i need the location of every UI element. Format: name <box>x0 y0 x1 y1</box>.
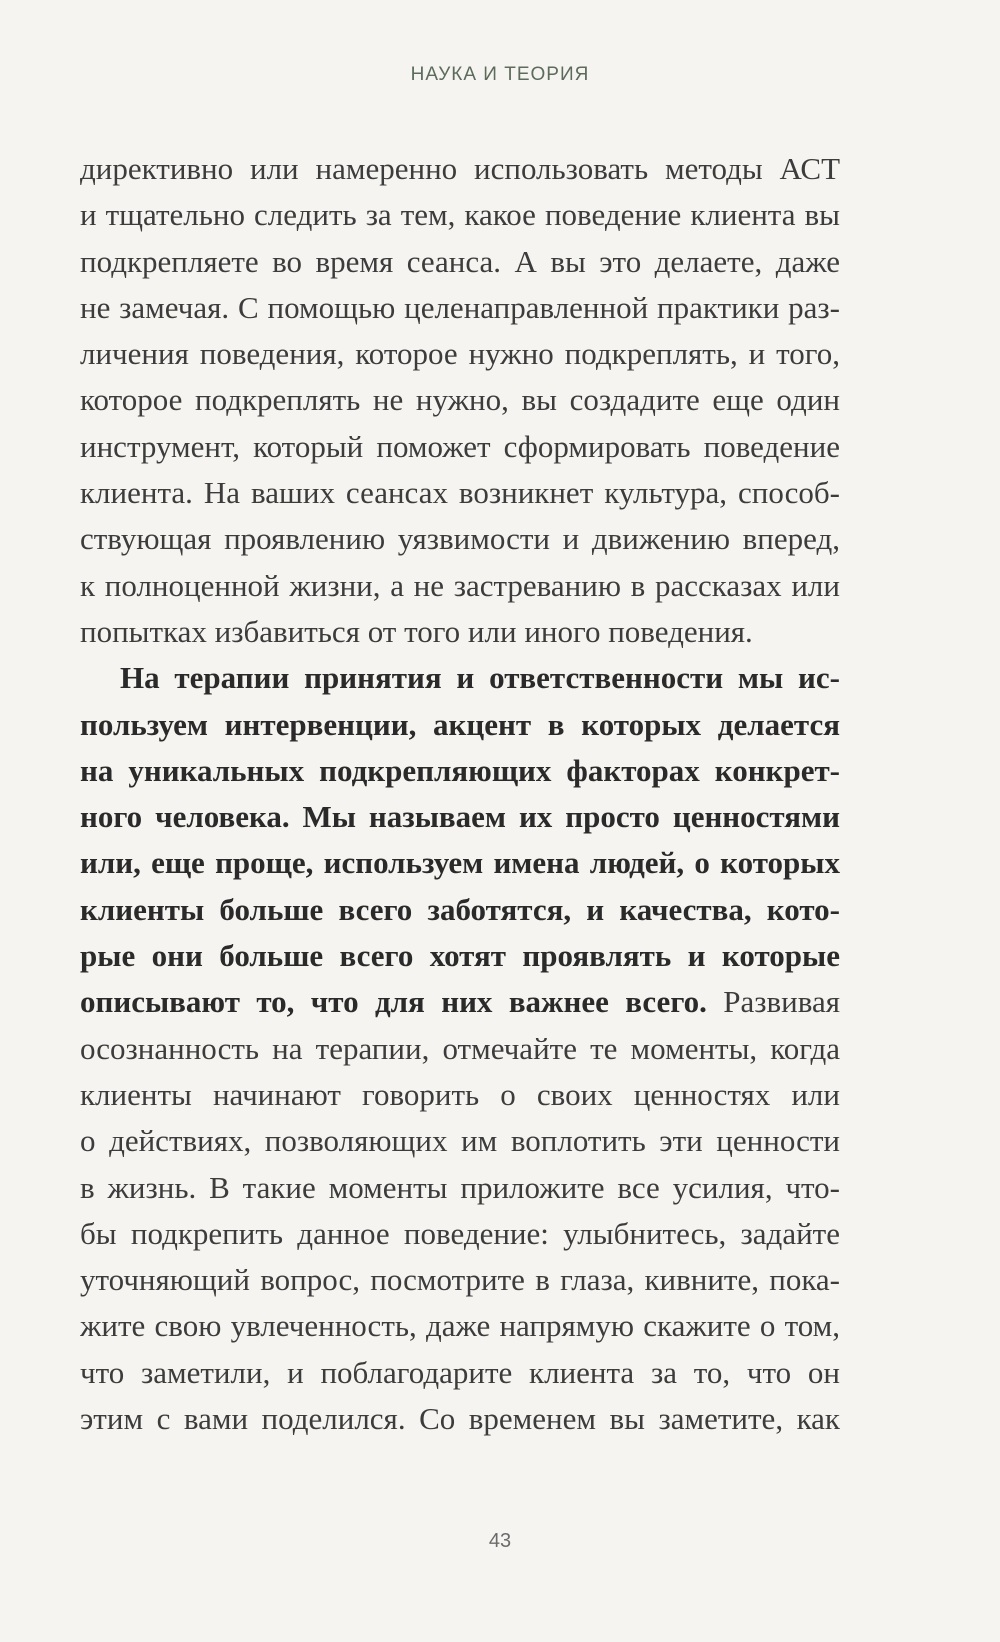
bold-text-line: на уникальных подкрепляющих факторах конкрет- <box>80 752 840 788</box>
text-line: жите свою увлеченность, даже напрямую скажите о том, <box>80 1308 840 1344</box>
bold-text-line: ного человека. Мы называем их просто ценностями <box>80 799 840 835</box>
text-line: инструмент, который поможет сформировать поведение <box>80 428 840 464</box>
text-line: уточняющий вопрос, посмотрите в глаза, кивните, пока- <box>80 1262 840 1298</box>
bold-text-line: или, еще проще, используем имена людей, о которых <box>80 845 840 881</box>
text-line: в жизнь. В такие моменты приложите все усилия, что- <box>80 1169 840 1205</box>
text-line: подкрепляете во время сеанса. А вы это делаете, даже <box>80 243 840 279</box>
text-line: личения поведения, которое нужно подкреплять, и того, <box>80 336 840 372</box>
text-line: директивно или намеренно использовать методы АСТ <box>80 151 840 186</box>
bold-text-line: пользуем интервенции, акцент в которых делается <box>80 706 840 742</box>
bold-text-line: рые они больше всего хотят проявлять и которые <box>80 938 840 974</box>
text-line: что заметили, и поблагодарите клиента за то, что он <box>80 1354 840 1390</box>
regular-continuation: Развивая <box>706 984 840 1020</box>
text-line: бы подкрепить данное поведение: улыбнитесь, задайте <box>80 1215 840 1251</box>
body-text <box>80 146 840 1442</box>
text-line: к полноценной жизни, а не застреванию в рассказах или <box>80 567 840 603</box>
text-line: клиента. На ваших сеансах возникнет культура, способ- <box>80 475 840 511</box>
text-line: клиенты начинают говорить о своих ценностях или <box>80 1076 840 1112</box>
text-line: и тщательно следить за тем, какое поведение клиента вы <box>80 197 840 233</box>
paragraph-1 <box>80 146 840 655</box>
bold-text-line: На терапии принятия и ответственности мы ис- <box>120 660 840 696</box>
bold-text-line: клиенты больше всего заботятся, и качества, кото- <box>80 891 840 927</box>
text-line: ствующая проявлению уязвимости и движению вперед, <box>80 521 840 557</box>
text-line: которое подкреплять не нужно, вы создадите еще один <box>80 382 840 418</box>
page-number: 43 <box>488 1530 512 1552</box>
bold-emphasis: описывают то, что для них важнее всего. <box>80 984 707 1020</box>
text-line: о действиях, позволяющих им воплотить эти ценности <box>80 1123 840 1159</box>
paragraph-2 <box>80 655 840 1442</box>
text-line: не замечая. С помощью целенаправленной практики раз- <box>80 289 840 325</box>
text-line: этим с вами поделился. Со временем вы заметите, как <box>80 1401 840 1437</box>
running-head: НАУКА И ТЕОРИЯ <box>410 64 590 85</box>
mixed-text-line <box>80 979 840 1025</box>
text-line: попытках избавиться от того или иного поведения. <box>80 613 753 649</box>
text-line: осознанность на терапии, отмечайте те моменты, когда <box>80 1030 840 1066</box>
